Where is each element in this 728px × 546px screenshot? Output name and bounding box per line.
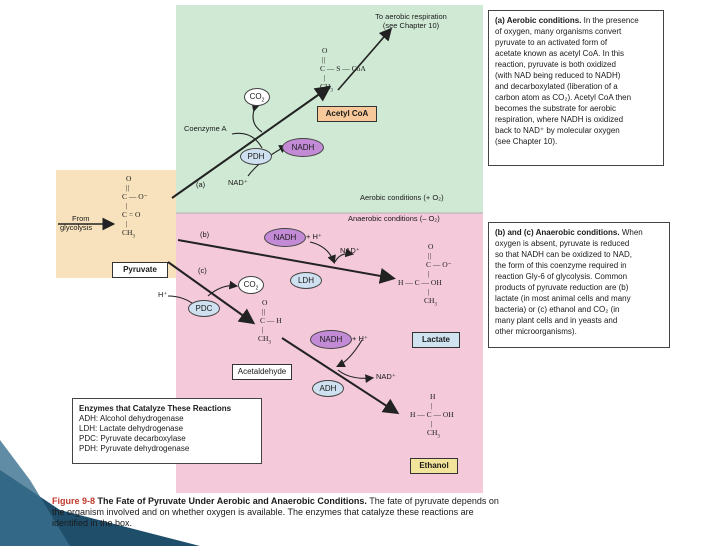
pyruvate-structure: O || C — O⁻ | C = O | $CH_3$ [122,174,148,240]
c-h-plus-2: + H⁺ [352,334,368,343]
nadh-oval-c: NADH [310,330,352,349]
acetyl-coa-box: Acetyl CoA [317,106,377,122]
enzymes-legend: Enzymes that Catalyze These Reactions ADH: Alcohol dehydrogenase LDH: Lactate dehydrogenase PDC: Pyruvate decarboxylase PDH: Pyruvate dehydrogenase [72,398,262,464]
nadh-oval-b: NADH [264,228,306,247]
b-nad-plus: NAD⁺ [340,246,360,255]
aerobic-description-box: (a) Aerobic conditions. In the presence of oxygen, many organisms convert pyruvate to an activated form of acetate known as acetyl CoA. In this reaction, pyruvate is both oxidized (with NAD being reduced to NADH) and decarboxylated (liberation of a carbon atom as CO₂). Acetyl CoA then becomes the substrate for aerobic respiration, where NADH is oxidized back to NAD⁺ by molecular oxygen (see Chapter 10). [488,10,664,166]
acetaldehyde-structure: O || C — H | $CH_3$ [258,298,282,346]
b-h-plus: + H⁺ [306,232,322,241]
c-nad-plus: NAD⁺ [376,372,396,381]
path-c-label: (c) [198,266,207,275]
enzyme-item: PDH: Pyruvate dehydrogenase [79,444,190,453]
path-b-label: (b) [200,230,210,239]
anaerobic-conditions-label: Anaerobic conditions (– O₂) [348,214,440,223]
pdh-oval: PDH [240,148,272,165]
enzyme-item: ADH: Alcohol dehydrogenase [79,414,184,423]
adh-oval: ADH [312,380,344,397]
pyruvate-box: Pyruvate [112,262,168,278]
c-h-plus: H⁺ [158,290,168,299]
ethanol-box: Ethanol [410,458,458,474]
path-a-label: (a) [196,180,206,189]
figure-caption: Figure 9-8 The Fate of Pyruvate Under Aerobic and Anaerobic Conditions. The fate of pyruvate depends on the organism involved and on whether oxygen is available. The enzymes that catalyze these reactions are identified in the box. [52,496,499,528]
lactate-structure: O || C — O⁻ | H — C — OH | $CH_3$ [398,242,452,308]
co2-oval-top: $CO_2$ [244,88,270,106]
aerobic-respiration-label: To aerobic respiration (see Chapter 10) [375,12,447,30]
enzyme-item: LDH: Lactate dehydrogenase [79,424,184,433]
lactate-box: Lactate [412,332,460,348]
from-glycolysis-label: From glycolysis [60,214,93,232]
aerobic-conditions-label: Aerobic conditions (+ O₂) [360,193,444,202]
nad-plus-a: NAD⁺ [228,178,248,187]
enzyme-item: PDC: Pyruvate decarboxylase [79,434,186,443]
coenzyme-a-label: Coenzyme A [184,124,227,133]
co2-oval-c: $CO_2$ [238,276,264,294]
ethanol-structure: H | H — C — OH | $CH_3$ [410,392,454,440]
pdc-oval: PDC [188,300,220,317]
anaerobic-description-box: (b) and (c) Anaerobic conditions. When oxygen is absent, pyruvate is reduced so that NADH can be oxidized to NAD, the form of this coenzyme required in reaction Gly-6 of glycolysis. Common products of pyruvate reduction are (b) lactate (in most animal cells and many bacteria) or (c) ethanol and CO₂ (in many plant cells and in yeasts and other microorganisms). [488,222,670,348]
acetyl-coa-structure: O || C — S — CoA | $CH_3$ [320,46,366,94]
ldh-oval: LDH [290,272,322,289]
acetaldehyde-box: Acetaldehyde [232,364,292,380]
nadh-oval-a: NADH [282,138,324,157]
